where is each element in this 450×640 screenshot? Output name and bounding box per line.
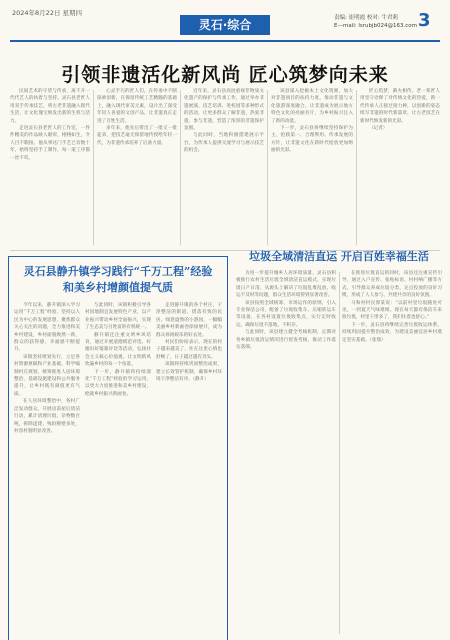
paragraph: 近年来，灵石县高度重视非物质文化遗产的保护与传承工作，通过举办非遗展演、技艺培训、进校园等多种形式的活动，让更多群众了解非遗、热爱非遗、参与非遗，营造了浓厚的非遗保护氛围。 <box>184 89 264 132</box>
boxed-article-headline <box>8 264 228 296</box>
main-article-column-2 <box>97 88 177 248</box>
main-article-column-3 <box>184 88 264 248</box>
column-divider <box>267 90 268 245</box>
main-article-column-4 <box>271 88 353 248</box>
paragraph: 走进灵石县老匠人的工作室，一件件精美的作品映入眼帘，栩栩如生，令人目不暇接。他从事这门手艺已有数十年，始终坚持手工制作，每一道工序都一丝不苟。 <box>10 126 90 161</box>
paragraph: 走进静升镇的各个村庄，干净整洁的街道、错落有致的民居、绿意盎然的小游园，一幅幅美丽乡村新画卷徐徐展开，成为群众休闲娱乐的好去处。 <box>156 303 222 338</box>
editor-line: 责编: 崔明霞 校对: 牛君莉 <box>334 15 398 21</box>
paragraph: 该县按照全域统筹、市场运作的原则，引入专业保洁公司，配备了垃圾收集车、压缩转运车等设备，在各村设置垃圾收集点，实行定时收运，确保垃圾不落地、不积存。 <box>236 300 336 328</box>
column-divider <box>356 90 357 245</box>
column-divider <box>180 90 181 245</box>
paragraph: 下一步，灵石县将继续坚持保护为主、抢救第一、合理利用、传承发展的方针，让非遗文化在新时代绽放更加绚丽的光彩。 <box>271 126 353 154</box>
paragraph: 今年以来，静升镇深入学习运用“千万工程”经验，坚持以人民为中心的发展思想，聚焦群众关心关注的问题，全力推进和美乡村建设，乡村面貌焕然一新，群众的获得感、幸福感不断提升。 <box>14 303 80 353</box>
right-article-column-2 <box>342 270 442 636</box>
masthead-rule <box>10 40 440 42</box>
paragraph: 民间艺术的守望与传承，离不开一代代艺人的执着与坚持。灵石县老匠人用双手传承技艺，将古老非遗融入现代生活，让文化瑰宝焕发出新的生机与活力。 <box>10 89 90 124</box>
boxed-article-column-2 <box>85 302 151 636</box>
paragraph: 与此同时，当地积极搭建展示平台，为传承人提供交流学习与展示技艺的机会。 <box>184 133 264 154</box>
paragraph: 与此同时，该县建立健全考核机制，定期对各乡镇垃圾清运情况进行督查考核，推动工作落实落细。 <box>236 330 336 351</box>
main-headline: 引领非遗活化新风尚 匠心筑梦向未来 <box>61 64 389 86</box>
paragraph: 马和村村民郭某说：“以前村里垃圾随处可见，一到夏天气味难闻。现在每天都有保洁车来收垃圾，村里干净多了，我们住着也舒心。” <box>342 300 442 321</box>
paragraph: 该镇将持续巩固整治成果，建立长效管护机制，确保乡村环境干净整洁有序。（静升） <box>156 362 222 383</box>
email-line: E—mail: lsrubjb024@163.com <box>334 23 418 29</box>
paragraph: 匠心筑梦，薪火相传。老一辈匠人用坚守诠释了对传统文化的热爱，新一代传承人正接过接力棒，以创新的姿态续写非遗的时代新篇章，让古老技艺在新时代焕发新的光彩。 <box>360 89 440 124</box>
boxed-article-column-3 <box>156 302 222 636</box>
boxed-article-column-1 <box>14 302 80 636</box>
main-article-column-5 <box>360 88 440 248</box>
paragraph: 该县深入挖掘本土文化资源，加大对非遗项目的扶持力度，推动非遗与文化旅游深度融合，让非遗成为展示地方特色文化的亮丽名片，为乡村振兴注入了新的动能。 <box>271 89 353 124</box>
masthead <box>0 0 450 52</box>
paragraph: 村民们纷纷表示，现在的村子越来越美了，住在这里心情也舒畅了，日子越过越有奔头。 <box>156 340 222 360</box>
column-divider <box>93 90 94 245</box>
paragraph: 下一步，灵石县将继续完善垃圾收运体系，持续巩固提升整治成效，为建设美丽宜居乡村奠定坚实基础。（张瑞） <box>342 322 442 343</box>
column-divider <box>339 272 340 634</box>
paragraph: 在推进垃圾直运的同时，该县还注重宣传引导，通过入户宣传、张贴标语、村村响广播等方式，引导群众养成垃圾分类、定点投放的良好习惯，形成了人人参与、共建共享的良好氛围。 <box>342 271 442 299</box>
main-article-column-1 <box>10 88 90 248</box>
editor-credits <box>334 14 417 30</box>
paragraph: 为进一步提升城乡人居环境质量，灵石县积极推行农村生活垃圾全域清洁直运模式，实现垃圾日产日清，从源头上解决了垃圾乱堆乱放、收运不及时等问题，群众生活环境得到显著改善。 <box>236 271 336 299</box>
paragraph: 多年来，他先后带出了一批又一批徒弟，把技艺毫无保留地传授给年轻一代，为非遗传承培养了后备力量。 <box>97 126 177 146</box>
paragraph: 静升镇还注重文明乡风培育，通过开展道德模范评选、好媳妇好婆婆评比等活动，弘扬社会主义核心价值观，让文明新风吹遍乡村的每一个角落。 <box>85 332 151 368</box>
paragraph: 心灵手巧的匠人们，在传承中不断探索创新，在保留传统工艺精髓的基础上，融入现代审美元素，设计出了深受年轻人喜爱的文创产品，让非遗真正走进了百姓生活。 <box>97 89 177 124</box>
right-article-column-1 <box>236 270 336 636</box>
paragraph: 该镇坚持规划先行，立足各村资源禀赋和产业基础，科学编制村庄规划，统筹推进人居环境整治、基础设施建设和公共服务提升，让乡村既有颜值更有气质。 <box>14 354 80 397</box>
right-article-headline: 垃圾全域清洁直运 开启百姓幸福生活 <box>249 250 429 263</box>
headline-line-2: 和美乡村增颜值提气质 <box>63 281 173 294</box>
paragraph: 下一步，静升镇将持续深化“千万工程”经验的学习运用，以更大力度推进和美乡村建设，绘就乡村振兴新画卷。 <box>85 369 151 397</box>
issue-date: 2024年8月22日 星期四 <box>12 9 83 17</box>
paragraph: 在人居环境整治中，各村广泛发动群众，开展房前屋后清洁行动，累计清理垃圾、杂物数百吨，拆除违建、残垣断壁多处，村容村貌明显改善。 <box>14 399 80 434</box>
page-number: 3 <box>418 10 431 31</box>
headline-line-1: 灵石县静升镇学习践行“千万工程”经验 <box>23 265 213 278</box>
section-title: 灵石·综合 <box>180 15 270 35</box>
paragraph: 与此同时，该镇积极引导各村因地制宜发展特色产业，以产业振兴带动乡村全面振兴，实现了生态美与百姓富的有机统一。 <box>85 303 151 331</box>
byline: （记者） <box>369 126 388 132</box>
